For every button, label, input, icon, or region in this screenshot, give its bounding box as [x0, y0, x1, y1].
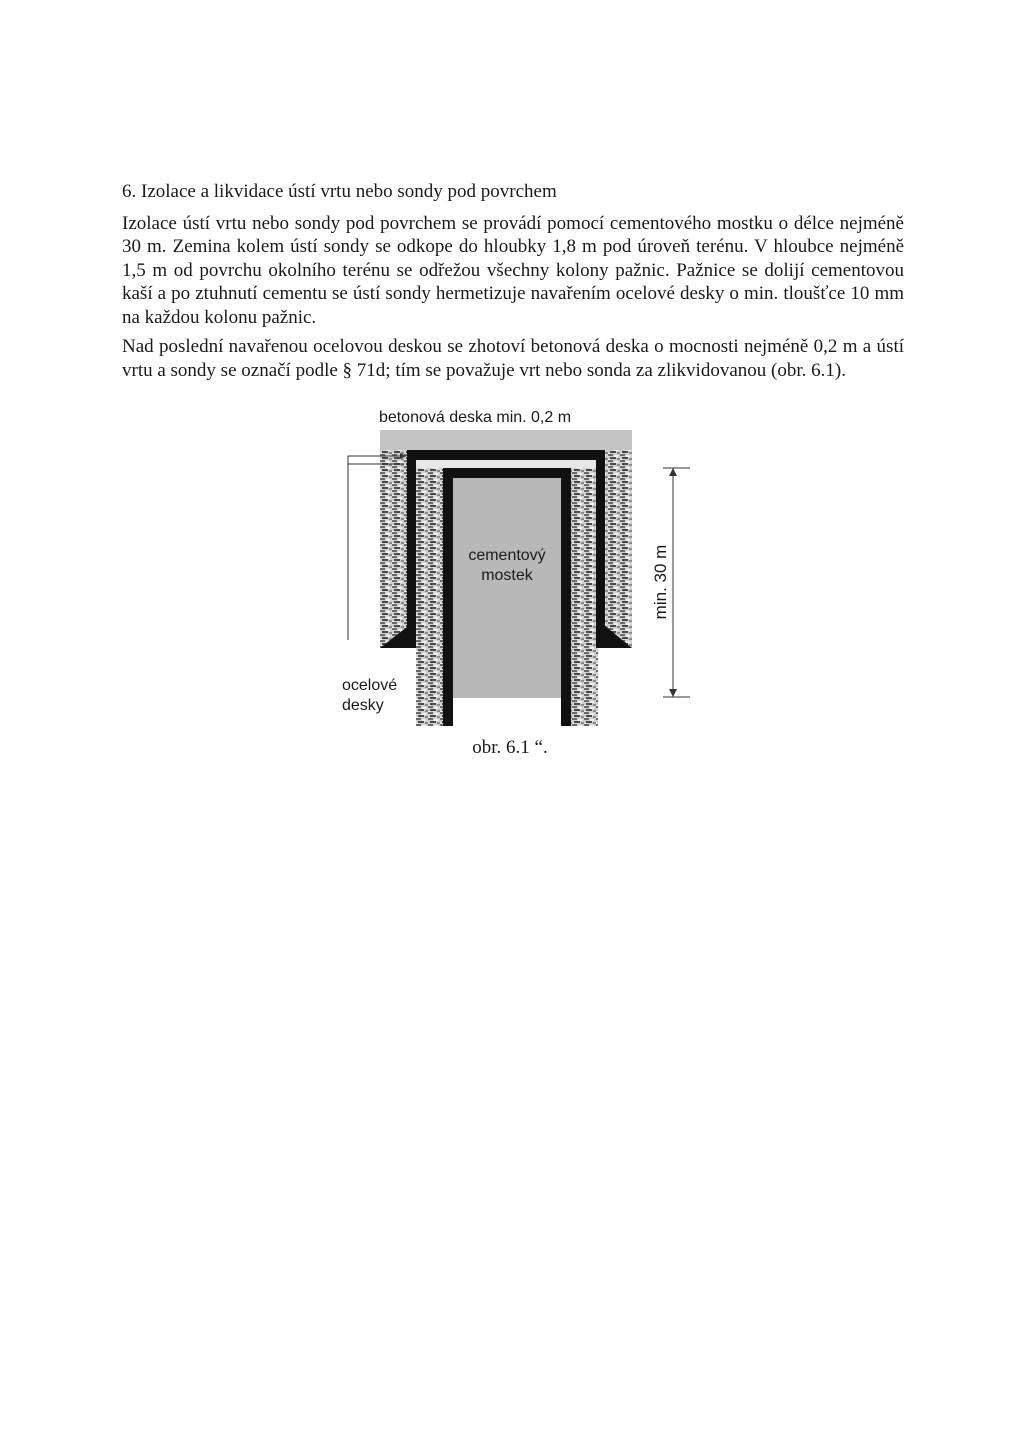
annulus-cement-top: [416, 460, 596, 468]
ground-right-upper: [605, 450, 632, 648]
outer-casing-left: [407, 450, 416, 648]
section-heading: 6. Izolace a likvidace ústí vrtu nebo sondy pod povrchem: [122, 181, 557, 202]
ground-left-upper: [380, 450, 407, 648]
ground-right-inner: [571, 468, 598, 726]
paragraph-2: Nad poslední navařenou ocelovou deskou se zhotoví betonová deska o mocnosti nejméně 0,2 m a ústí vrtu a sondy se označí podle § 71d; tím se považuje vrt nebo sonda za zlikvidovanou (obr. 6.1).: [122, 336, 904, 381]
text-block: [122, 180, 904, 388]
plates-label-line2: desky: [342, 697, 384, 714]
concrete-slab: [380, 430, 632, 450]
outer-casing-plate: [407, 450, 605, 460]
arrowhead-dim-bottom: [669, 689, 677, 697]
plates-label-line1: ocelové: [342, 677, 398, 694]
cement-label-line1: cementový: [468, 547, 546, 564]
cement-bridge: [453, 478, 561, 698]
slab-label: betonová deska min. 0,2 m: [378, 409, 572, 426]
arrowhead-dim-top: [669, 468, 677, 476]
inner-bore: [453, 698, 561, 726]
ground-left-inner: [416, 468, 443, 726]
paragraph-1: Izolace ústí vrtu nebo sondy pod povrchem se provádí pomocí cementového mostku o délce nejméně 30 m. Zemina kolem ústí sondy se odkope do hloubky 1,8 m pod úroveň terénu. V hloubce nejméně 1,5 m od povrchu okolního terénu se odřežou všechny kolony pažnic. Pažnice se dolijí cementovou kaší a po ztuhnutí cementu se ústí sondy hermetizuje navařením ocelové desky o min. tloušťce 10 mm na každou kolonu pažnic.: [122, 212, 904, 328]
well-diagram: [320, 400, 720, 770]
outer-casing-right: [596, 450, 605, 648]
inner-casing-right: [561, 468, 571, 726]
cement-label-line2: mostek: [481, 567, 533, 584]
dimension-label: min. 30 m: [651, 544, 670, 620]
inner-casing-plate: [443, 468, 571, 478]
inner-casing-left: [443, 468, 453, 726]
figure-6-1: [320, 400, 720, 770]
figure-caption: obr. 6.1 “.: [472, 737, 548, 758]
